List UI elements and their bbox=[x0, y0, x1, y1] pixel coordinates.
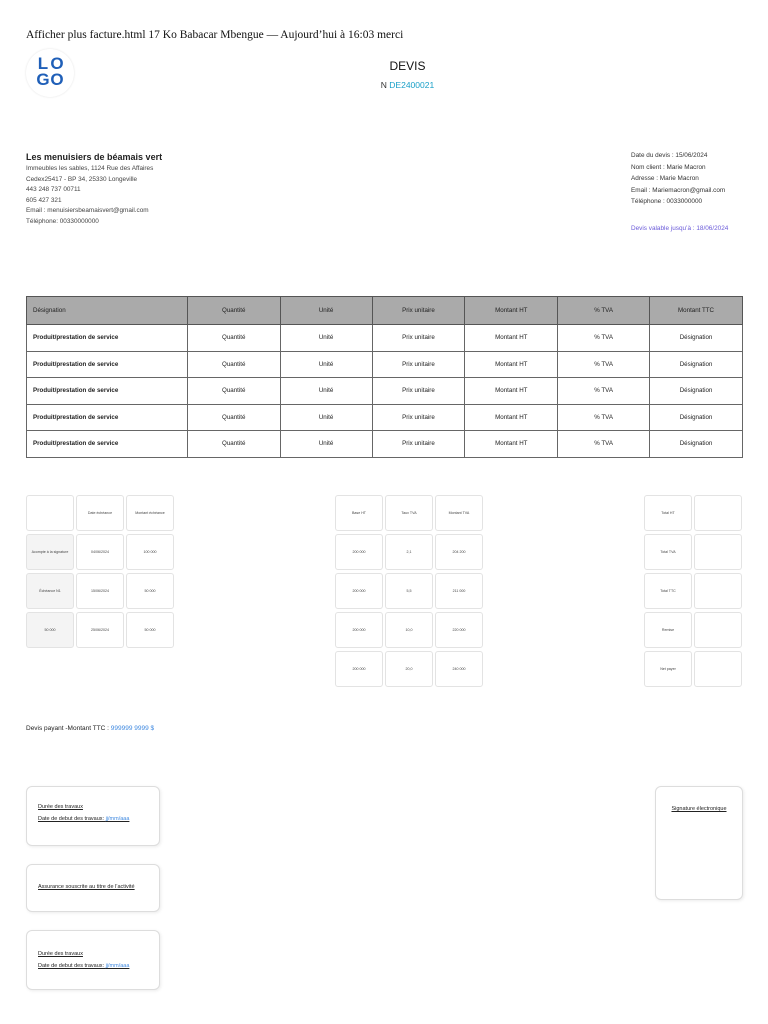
tva-base-cell: 200 000 bbox=[335, 534, 383, 570]
table-cell: % TVA bbox=[558, 351, 650, 378]
tva-header-cell: Taux TVA bbox=[385, 495, 433, 531]
table-cell: Quantité bbox=[187, 404, 280, 431]
devis-payant-label: Devis payant -Montant TTC : bbox=[26, 725, 111, 732]
total-tva-value bbox=[694, 534, 742, 570]
client-email: Email : Mariemacron@gmail.com bbox=[631, 186, 726, 194]
table-cell: Unité bbox=[280, 404, 372, 431]
table-row bbox=[27, 325, 743, 352]
works-duration-label: Durée des travaux bbox=[38, 951, 83, 957]
table-cell: % TVA bbox=[558, 431, 650, 458]
company-address-line: Cedex25417 - BP 34, 25330 Longeville bbox=[26, 175, 138, 183]
company-email: Email : menuisiersbeamaisvert@gmail.com bbox=[26, 207, 149, 214]
works-start-date[interactable] bbox=[38, 816, 129, 822]
total-ttc-value bbox=[694, 573, 742, 609]
column-header: Quantité bbox=[187, 297, 280, 325]
table-cell: Montant HT bbox=[465, 325, 558, 352]
column-header: Unité bbox=[280, 297, 372, 325]
echeance-label-cell: Échéance N1 bbox=[26, 573, 74, 609]
table-cell: Prix unitaire bbox=[372, 404, 465, 431]
table-cell: Désignation bbox=[650, 325, 743, 352]
echeance-header-cell: Date échéance bbox=[76, 495, 124, 531]
tva-base-cell: 200 000 bbox=[335, 651, 383, 687]
works-start-date[interactable] bbox=[38, 963, 129, 969]
devis-payant bbox=[26, 725, 154, 732]
table-cell: Produit/prestation de service bbox=[27, 404, 188, 431]
table-cell: Désignation bbox=[650, 404, 743, 431]
column-header: Montant HT bbox=[465, 297, 558, 325]
total-ttc-label: Total TTC bbox=[644, 573, 692, 609]
table-cell: Désignation bbox=[650, 351, 743, 378]
company-telephone: Téléphone: 00330000000 bbox=[26, 217, 99, 225]
table-cell: Produit/prestation de service bbox=[27, 351, 188, 378]
total-tva-label: Total TVA bbox=[644, 534, 692, 570]
table-cell: Quantité bbox=[187, 325, 280, 352]
company-phone-number: 605 427 321 bbox=[26, 196, 62, 204]
table-cell: Prix unitaire bbox=[372, 378, 465, 405]
works-duration-card bbox=[26, 930, 160, 990]
tva-amount-cell: 204 200 bbox=[435, 534, 483, 570]
echeance-amount-cell: 50 000 bbox=[126, 573, 174, 609]
table-cell: Unité bbox=[280, 431, 372, 458]
works-duration-card bbox=[26, 786, 160, 846]
devis-number-prefix: N bbox=[380, 80, 387, 90]
company-name: Les menuisiers de béamais vert bbox=[26, 152, 163, 162]
devis-number bbox=[0, 80, 768, 90]
table-cell: Unité bbox=[280, 378, 372, 405]
remise-value bbox=[694, 612, 742, 648]
echeance-header-cell bbox=[26, 495, 74, 531]
table-cell: Prix unitaire bbox=[372, 351, 465, 378]
works-start-date-label: Date de debut des travaux: bbox=[38, 816, 106, 822]
items-table-header bbox=[27, 297, 743, 325]
net-payer-value bbox=[694, 651, 742, 687]
devis-title: DEVIS bbox=[389, 59, 426, 73]
devis-validity: Devis valable jusqu’à : 18/06/2024 bbox=[631, 225, 729, 232]
table-row bbox=[27, 431, 743, 458]
logo-letter: O bbox=[50, 54, 64, 73]
table-cell: Quantité bbox=[187, 378, 280, 405]
table-cell: Quantité bbox=[187, 351, 280, 378]
table-cell: Montant HT bbox=[465, 404, 558, 431]
column-header: Prix unitaire bbox=[372, 297, 465, 325]
client-address: Adresse : Marie Macron bbox=[631, 175, 699, 183]
insurance-card bbox=[26, 864, 160, 912]
table-cell: % TVA bbox=[558, 378, 650, 405]
table-cell: Montant HT bbox=[465, 351, 558, 378]
net-payer-label: Net payer bbox=[644, 651, 692, 687]
table-cell: Produit/prestation de service bbox=[27, 325, 188, 352]
table-cell: Prix unitaire bbox=[372, 325, 465, 352]
echeance-header-cell: Montant échéance bbox=[126, 495, 174, 531]
client-telephone: Téléphone : 0033000000 bbox=[631, 198, 703, 206]
items-table bbox=[26, 296, 743, 458]
table-cell: Unité bbox=[280, 325, 372, 352]
works-duration-label: Durée des travaux bbox=[38, 804, 83, 810]
column-header: Montant TTC bbox=[650, 297, 743, 325]
devis-payant-amount: 999999 9999 $ bbox=[110, 725, 155, 732]
table-cell: Prix unitaire bbox=[372, 431, 465, 458]
tva-base-cell: 200 000 bbox=[335, 612, 383, 648]
table-cell: Unité bbox=[280, 351, 372, 378]
table-row bbox=[27, 378, 743, 405]
table-cell: Produit/prestation de service bbox=[27, 378, 188, 405]
client-info bbox=[631, 150, 725, 208]
tva-amount-cell: 220 000 bbox=[435, 612, 483, 648]
column-header: Désignation bbox=[27, 297, 188, 325]
document-header-line: Afficher plus facture.html 17 Ko Babacar Mbengue — Aujourd’hui à 16:03 merci bbox=[26, 29, 404, 41]
total-ht-value bbox=[694, 495, 742, 531]
logo-letter: G bbox=[36, 70, 50, 89]
echeance-date-cell: 25/06/2024 bbox=[76, 612, 124, 648]
echeance-amount-cell: 50 000 bbox=[126, 612, 174, 648]
tva-base-cell: 200 000 bbox=[335, 573, 383, 609]
echeance-label-cell: 50 000 bbox=[26, 612, 74, 648]
tva-header-cell: Base HT bbox=[335, 495, 383, 531]
works-start-date-placeholder[interactable]: jj/mm/aaa bbox=[105, 816, 130, 822]
echeance-date-cell: 04/06/2024 bbox=[76, 534, 124, 570]
table-cell: Quantité bbox=[187, 431, 280, 458]
insurance-label: Assurance souscrite au titre de l’activité bbox=[38, 884, 135, 890]
tva-amount-cell: 211 000 bbox=[435, 573, 483, 609]
client-name: Nom client : Marie Macron bbox=[631, 163, 706, 171]
devis-number-value: DE2400021 bbox=[389, 80, 435, 90]
tva-rate-cell: 20,0 bbox=[385, 651, 433, 687]
table-cell: Désignation bbox=[650, 378, 743, 405]
tva-amount-cell: 240 000 bbox=[435, 651, 483, 687]
tva-rate-cell: 5,5 bbox=[385, 573, 433, 609]
logo-letter: O bbox=[50, 70, 64, 89]
table-row bbox=[27, 404, 743, 431]
echeance-label-cell: Acompte à la signature bbox=[26, 534, 74, 570]
table-cell: Montant HT bbox=[465, 378, 558, 405]
remise-label: Remise bbox=[644, 612, 692, 648]
table-cell: Désignation bbox=[650, 431, 743, 458]
signature-label: Signature électronique bbox=[671, 806, 727, 812]
table-row bbox=[27, 351, 743, 378]
tva-rate-cell: 2,1 bbox=[385, 534, 433, 570]
tva-header-cell: Montant TVA bbox=[435, 495, 483, 531]
devis-date: Date du devis : 15/06/2024 bbox=[631, 152, 708, 159]
works-start-date-placeholder[interactable]: jj/mm/aaa bbox=[105, 963, 130, 969]
table-cell: % TVA bbox=[558, 404, 650, 431]
company-address-line: Immeubles les sables, 1124 Rue des Affaires bbox=[26, 165, 154, 172]
table-cell: Montant HT bbox=[465, 431, 558, 458]
total-ht-label: Total HT bbox=[644, 495, 692, 531]
tva-rate-cell: 10,0 bbox=[385, 612, 433, 648]
company-info bbox=[26, 150, 162, 227]
signature-card[interactable] bbox=[655, 786, 743, 900]
table-cell: % TVA bbox=[558, 325, 650, 352]
logo-letter: L bbox=[37, 54, 49, 73]
echeance-amount-cell: 100 000 bbox=[126, 534, 174, 570]
echeance-date-cell: 15/06/2024 bbox=[76, 573, 124, 609]
column-header: % TVA bbox=[558, 297, 650, 325]
table-cell: Produit/prestation de service bbox=[27, 431, 188, 458]
company-siret: 443 248 737 00711 bbox=[26, 186, 81, 193]
works-start-date-label: Date de debut des travaux: bbox=[38, 963, 106, 969]
